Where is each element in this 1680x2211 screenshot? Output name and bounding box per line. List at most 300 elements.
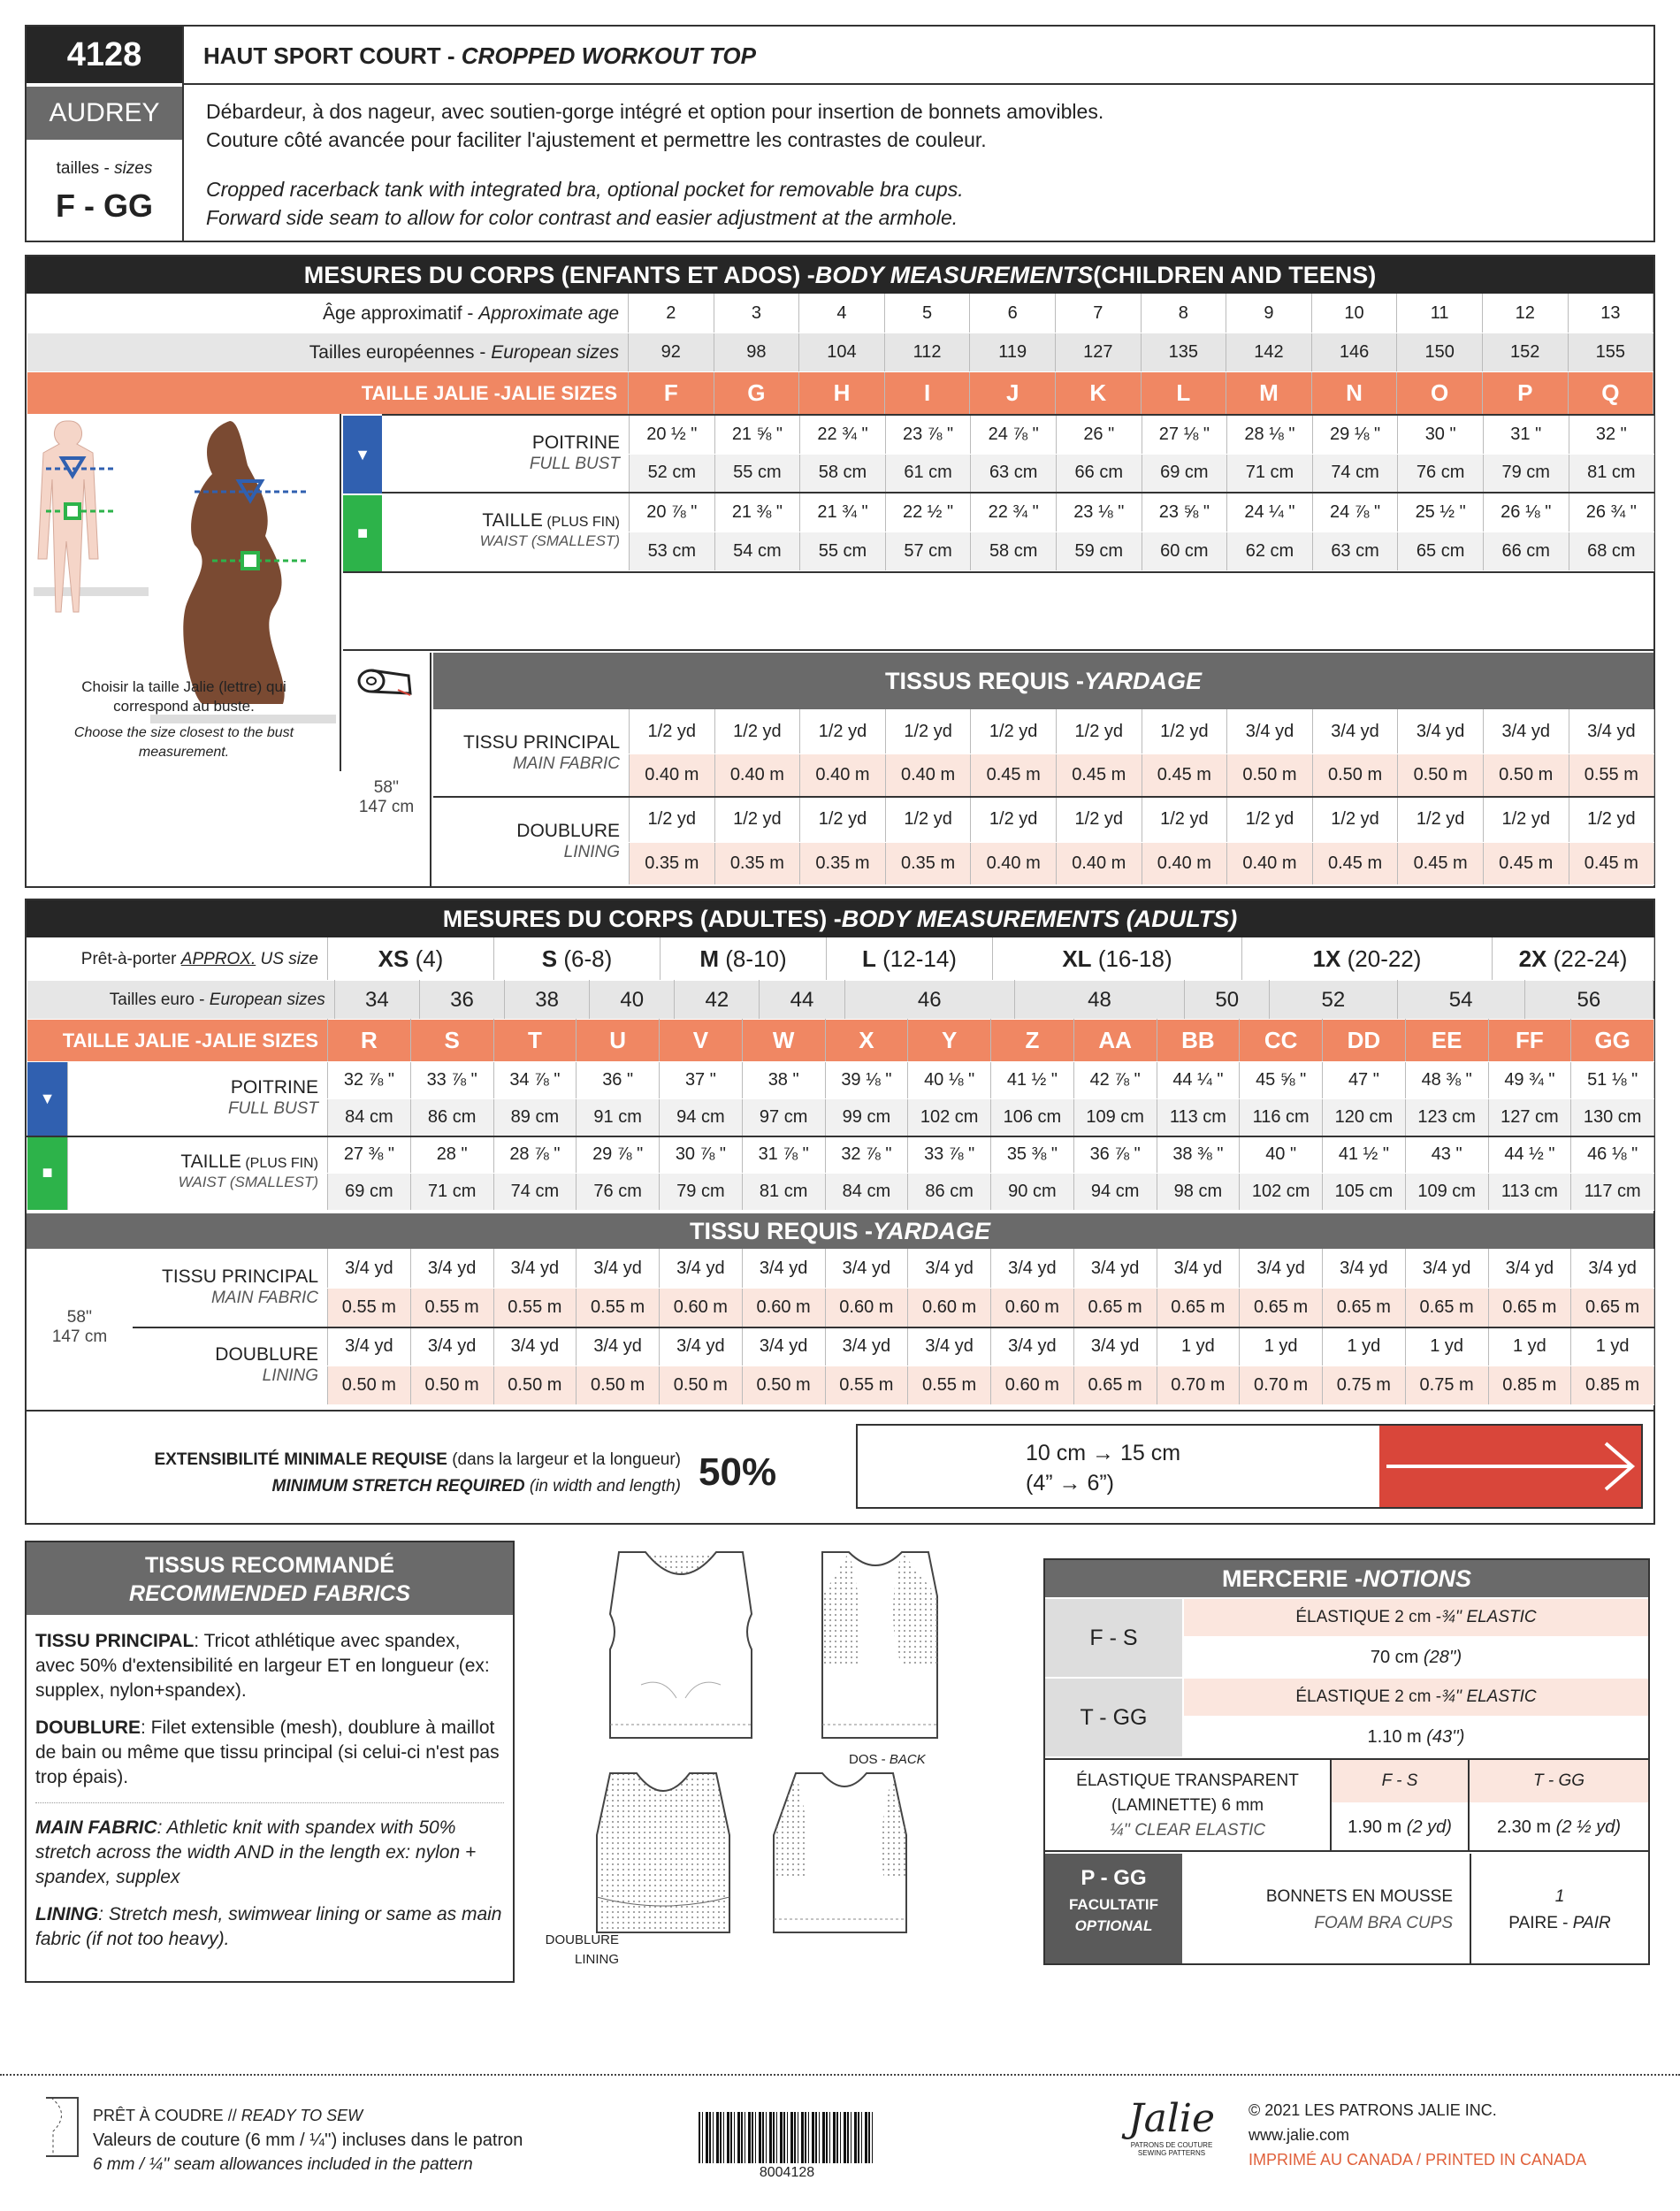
lining-m: 0.85 m [1571, 1366, 1654, 1405]
jalie-size: P [1482, 372, 1568, 415]
bust-in: 28 ⅛ " [1227, 415, 1313, 454]
jalie-logo: Jalie PATRONS DE COUTURE SEWING PATTERNS [1127, 2096, 1216, 2157]
stretch-text: 10 cm → 15 cm (4” → 6”) [1026, 1441, 1181, 1496]
jalie-size: G [714, 372, 799, 415]
waist-cm: 65 cm [1398, 532, 1484, 570]
bust-cm: 127 cm [1488, 1099, 1571, 1136]
waist-in: 44 ½ " [1488, 1136, 1571, 1174]
bust-cm: 63 cm [971, 454, 1057, 493]
lining-yd: 1/2 yd [1056, 797, 1142, 843]
bust-cm: 61 cm [885, 454, 971, 493]
bust-cm: 84 cm [328, 1099, 411, 1136]
bust-cm: 106 cm [991, 1099, 1074, 1136]
adults-rtw-table [27, 937, 1654, 981]
euro-size: 46 [844, 981, 1014, 1020]
bust-cm: 66 cm [1056, 454, 1142, 493]
lining-yd: 1/2 yd [1312, 797, 1398, 843]
main-m: 0.45 m [1142, 754, 1227, 797]
main-yd: 3/4 yd [1312, 710, 1398, 754]
children-yardage-title: TISSUS REQUIS - YARDAGE [433, 653, 1653, 709]
adults-bust-label: POITRINE [68, 1062, 328, 1099]
main-yd: 1/2 yd [800, 710, 886, 754]
jalie-size: I [884, 372, 970, 415]
bust-in: 21 ⅝ " [714, 415, 800, 454]
lining-yd: 3/4 yd [1073, 1327, 1157, 1366]
lining-yd: 3/4 yd [660, 1327, 743, 1366]
waist-label-en: WAIST (SMALLEST) [383, 532, 630, 570]
main-m: 0.55 m [328, 1289, 411, 1327]
jalie-size: W [742, 1020, 825, 1062]
main-m: 0.65 m [1488, 1289, 1571, 1327]
waist-in: 41 ½ " [1323, 1136, 1406, 1174]
bust-in: 48 ⅜ " [1405, 1062, 1488, 1099]
lining-m: 0.50 m [660, 1366, 743, 1405]
jalie-size: X [825, 1020, 908, 1062]
waist-cm: 86 cm [908, 1174, 991, 1211]
lining-drawing-label: DOUBLURE LINING [545, 1932, 619, 1967]
euro-size: 36 [419, 981, 504, 1020]
waist-in: 46 ⅛ " [1571, 1136, 1654, 1174]
lining-m: 0.70 m [1157, 1366, 1240, 1405]
waist-in: 26 ¾ " [1569, 493, 1654, 532]
bust-in: 38 " [742, 1062, 825, 1099]
bust-in: 24 ⅞ " [971, 415, 1057, 454]
bust-in: 23 ⅞ " [885, 415, 971, 454]
fabrics-title: TISSUS RECOMMANDÉ RECOMMENDED FABRICS [27, 1542, 513, 1615]
lining-yd: 3/4 yd [742, 1327, 825, 1366]
waist-cm: 59 cm [1056, 532, 1142, 570]
bust-in: 31 " [1483, 415, 1569, 454]
stretch-row [27, 1410, 1653, 1523]
pattern-name: AUDREY [49, 98, 160, 127]
bust-label: POITRINE [383, 415, 630, 454]
bust-in: 49 ¾ " [1488, 1062, 1571, 1099]
lining-yd: 1/2 yd [1483, 797, 1569, 843]
main-m: 0.65 m [1405, 1289, 1488, 1327]
main-m: 0.65 m [1240, 1289, 1323, 1327]
clear-elastic-v1: 1.90 m (2 yd) [1348, 1817, 1452, 1837]
jalie-size: AA [1073, 1020, 1157, 1062]
bust-cm: 86 cm [410, 1099, 493, 1136]
lining-yd: 1/2 yd [1398, 797, 1484, 843]
bust-cm: 116 cm [1240, 1099, 1323, 1136]
waist-cm: 98 cm [1157, 1174, 1240, 1211]
main-yd: 3/4 yd [742, 1250, 825, 1289]
main-yd: 3/4 yd [1240, 1250, 1323, 1289]
waist-in: 35 ⅜ " [991, 1136, 1074, 1174]
bust-in: 30 " [1398, 415, 1484, 454]
lining-m: 0.45 m [1312, 843, 1398, 885]
euro-size: 155 [1568, 333, 1653, 372]
waist-icon-box: ■ [343, 495, 382, 571]
main-m: 0.50 m [1312, 754, 1398, 797]
bust-in: 47 " [1323, 1062, 1406, 1099]
main-yd: 3/4 yd [908, 1250, 991, 1289]
lining-m: 0.40 m [971, 843, 1057, 885]
children-measurement-table [382, 414, 1654, 571]
main-m: 0.55 m [493, 1289, 577, 1327]
waist-in: 31 ⅞ " [742, 1136, 825, 1174]
fabric-main-en: MAIN FABRIC: Athletic knit with spandex with 50% stretch across the width AND in the length ex: nylon + spandex, supplex [35, 1817, 477, 1887]
waist-cm: 76 cm [577, 1174, 660, 1211]
adults-title: MESURES DU CORPS (ADULTES) - BODY MEASUREMENTS (ADULTS) [27, 900, 1653, 937]
lining-m: 0.45 m [1569, 843, 1654, 885]
waist-in: 23 ⅝ " [1142, 493, 1227, 532]
technical-drawings [531, 1543, 1008, 1977]
age-12: 12 [1482, 295, 1568, 333]
waist-cm: 53 cm [630, 532, 715, 570]
main-yd: 1/2 yd [714, 710, 800, 754]
lining-m: 0.40 m [1056, 843, 1142, 885]
lining-m: 0.70 m [1240, 1366, 1323, 1405]
header-box [25, 25, 1655, 242]
arrow-right-icon [1379, 1426, 1641, 1507]
size-range: F - GG [56, 187, 153, 224]
adults-euro-label: Tailles euro - European sizes [27, 981, 335, 1020]
lining-m: 0.45 m [1483, 843, 1569, 885]
notion-row-1-size: F - S [1045, 1599, 1182, 1677]
jalie-size-label: TAILLE JALIE -JALIE SIZES [27, 372, 629, 415]
jalie-size: J [970, 372, 1056, 415]
lining-yd: 3/4 yd [328, 1327, 411, 1366]
lining-yd: 1/2 yd [1569, 797, 1654, 843]
back-label: DOS - BACK [849, 1752, 926, 1767]
waist-in: 38 ⅜ " [1157, 1136, 1240, 1174]
fabric-roll-icon [355, 663, 417, 699]
waist-in: 29 ⅞ " [577, 1136, 660, 1174]
children-fabric-width: 58'' 147 cm [343, 709, 431, 886]
waist-icon: ■ [27, 1136, 68, 1211]
lining-yd: 3/4 yd [493, 1327, 577, 1366]
adults-main-label: TISSU PRINCIPAL [134, 1250, 328, 1289]
main-m: 0.40 m [800, 754, 886, 797]
bust-cm: 97 cm [742, 1099, 825, 1136]
notion-row-4-size: P - GG FACULTATIF OPTIONAL [1045, 1854, 1182, 1963]
main-yd: 3/4 yd [1405, 1250, 1488, 1289]
jalie-size: L [1141, 372, 1226, 415]
waist-cm: 113 cm [1488, 1174, 1571, 1211]
euro-size: 42 [675, 981, 760, 1020]
waist-cm: 60 cm [1142, 532, 1227, 570]
foam-cups-label: BONNETS EN MOUSSE FOAM BRA CUPS [1265, 1887, 1453, 1932]
waist-in: 21 ¾ " [800, 493, 886, 532]
euro-size: 146 [1311, 333, 1397, 372]
jalie-size: O [1397, 372, 1483, 415]
jalie-size: Y [908, 1020, 991, 1062]
main-yd: 3/4 yd [1157, 1250, 1240, 1289]
children-empty-row [343, 571, 1653, 651]
adults-waist-label-en: WAIST (SMALLEST) [68, 1174, 328, 1211]
lining-m: 0.40 m [1227, 843, 1313, 885]
jalie-size: S [410, 1020, 493, 1062]
waist-cm: 90 cm [991, 1174, 1074, 1211]
jalie-size: CC [1240, 1020, 1323, 1062]
main-yd: 3/4 yd [1073, 1250, 1157, 1289]
notion-row-1-qty: 70 cm (28'') [1370, 1647, 1462, 1667]
bust-in: 40 ⅛ " [908, 1062, 991, 1099]
age-6: 6 [970, 295, 1056, 333]
bust-icon: ▼ [27, 1062, 68, 1136]
bust-cm: 89 cm [493, 1099, 577, 1136]
jalie-size: F [629, 372, 714, 415]
bust-label-en: FULL BUST [383, 454, 630, 493]
barcode-number: 8004128 [759, 2165, 815, 2180]
lining-m: 0.35 m [714, 843, 800, 885]
description-en: Cropped racerback tank with integrated bra, optional pocket for removable bra cups. Forward side seam to allow for color contrast and easier adjustment at the armhole. [206, 178, 964, 229]
lining-yd: 3/4 yd [410, 1327, 493, 1366]
main-m: 0.60 m [660, 1289, 743, 1327]
bust-cm: 69 cm [1142, 454, 1227, 493]
lining-label: DOUBLURE [434, 797, 630, 843]
main-fabric-label: TISSU PRINCIPAL [434, 710, 630, 754]
waist-in: 22 ½ " [885, 493, 971, 532]
ready-to-sew: PRÊT À COUDRE // READY TO SEW Valeurs de couture (6 mm / ¼'') incluses dans le patron 6 mm / ¼'' seam allowances included in the pattern [93, 2107, 523, 2174]
main-m: 0.65 m [1157, 1289, 1240, 1327]
main-m: 0.65 m [1571, 1289, 1654, 1327]
waist-cm: 54 cm [714, 532, 800, 570]
notion-row-1-label: ÉLASTIQUE 2 cm - ¾'' ELASTIC [1184, 1599, 1648, 1636]
bust-in: 36 " [577, 1062, 660, 1099]
lining-yd: 1/2 yd [971, 797, 1057, 843]
bust-in: 27 ⅛ " [1142, 415, 1227, 454]
bust-in: 32 " [1569, 415, 1654, 454]
jalie-size: DD [1323, 1020, 1406, 1062]
bust-cm: 76 cm [1398, 454, 1484, 493]
main-yd: 3/4 yd [825, 1250, 908, 1289]
age-3: 3 [714, 295, 799, 333]
age-5: 5 [884, 295, 970, 333]
bust-cm: 91 cm [577, 1099, 660, 1136]
lining-m: 0.50 m [493, 1366, 577, 1405]
lining-yd: 3/4 yd [577, 1327, 660, 1366]
children-top-table [27, 294, 1653, 415]
waist-cm: 105 cm [1323, 1174, 1406, 1211]
lining-m: 0.35 m [885, 843, 971, 885]
jalie-size: BB [1157, 1020, 1240, 1062]
garment-drawing [531, 1543, 1008, 1977]
bust-cm: 94 cm [660, 1099, 743, 1136]
waist-in: 25 ½ " [1398, 493, 1484, 532]
size-note: Choisir la taille Jalie (lettre) qui correspond au buste. Choose the size closest to the bust measurement. [73, 678, 294, 760]
lining-m: 0.85 m [1488, 1366, 1571, 1405]
age-13: 13 [1568, 295, 1653, 333]
main-yd: 3/4 yd [1569, 710, 1654, 754]
age-8: 8 [1141, 295, 1226, 333]
main-yd: 3/4 yd [1488, 1250, 1571, 1289]
jalie-size: EE [1405, 1020, 1488, 1062]
bust-in: 44 ¼ " [1157, 1062, 1240, 1099]
lining-m: 0.65 m [1073, 1366, 1157, 1405]
rtw-size-xs: XS (4) [328, 938, 494, 981]
copyright-block: © 2021 LES PATRONS JALIE INC. www.jalie.com IMPRIMÉ AU CANADA / PRINTED IN CANADA [1249, 2101, 1587, 2169]
euro-size: 50 [1185, 981, 1270, 1020]
euro-size: 52 [1270, 981, 1397, 1020]
lining-yd: 1 yd [1157, 1327, 1240, 1366]
notions-box [1043, 1558, 1650, 1965]
bust-in: 22 ¾ " [800, 415, 886, 454]
waist-cm: 74 cm [493, 1174, 577, 1211]
age-7: 7 [1055, 295, 1141, 333]
waist-in: 21 ⅜ " [714, 493, 800, 532]
footer-divider [0, 2074, 1680, 2076]
main-yd: 1/2 yd [1056, 710, 1142, 754]
waist-in: 40 " [1240, 1136, 1323, 1174]
waist-in: 23 ⅛ " [1056, 493, 1142, 532]
waist-in: 22 ¾ " [971, 493, 1057, 532]
waist-cm: 79 cm [660, 1174, 743, 1211]
lining-yd: 1/2 yd [800, 797, 886, 843]
adults-yardage-title: TISSU REQUIS - YARDAGE [27, 1213, 1653, 1249]
clear-elastic-h1: F - S [1332, 1760, 1468, 1802]
waist-cm: 55 cm [800, 532, 886, 570]
main-m: 0.55 m [410, 1289, 493, 1327]
main-yd: 3/4 yd [1571, 1250, 1654, 1289]
bust-cm: 58 cm [800, 454, 886, 493]
rtw-size-1x: 1X (20-22) [1242, 938, 1493, 981]
bust-in: 34 ⅞ " [493, 1062, 577, 1099]
waist-cm: 94 cm [1073, 1174, 1157, 1211]
bust-in: 33 ⅞ " [410, 1062, 493, 1099]
euro-size: 34 [334, 981, 419, 1020]
waist-in: 28 " [410, 1136, 493, 1174]
waist-cm: 63 cm [1312, 532, 1398, 570]
jalie-size: K [1055, 372, 1141, 415]
bust-in: 39 ⅛ " [825, 1062, 908, 1099]
lining-m: 0.75 m [1405, 1366, 1488, 1405]
fabric-roll-icon-box [343, 653, 431, 709]
main-yd: 3/4 yd [991, 1250, 1074, 1289]
notion-row-2-qty: 1.10 m (43'') [1367, 1726, 1465, 1747]
jalie-size: T [493, 1020, 577, 1062]
clear-elastic-h2: T - GG [1470, 1760, 1648, 1802]
main-m: 0.65 m [1073, 1289, 1157, 1327]
euro-size: 40 [590, 981, 675, 1020]
clear-elastic-v2: 2.30 m (2 ½ yd) [1496, 1817, 1622, 1837]
lining-label-en: LINING [434, 843, 630, 885]
notion-row-2-label: ÉLASTIQUE 2 cm - ¾'' ELASTIC [1184, 1679, 1648, 1716]
lining-m: 0.45 m [1398, 843, 1484, 885]
lining-yd: 3/4 yd [991, 1327, 1074, 1366]
jalie-size: Q [1568, 372, 1653, 415]
lining-yd: 1 yd [1240, 1327, 1323, 1366]
bust-cm: 99 cm [825, 1099, 908, 1136]
euro-size: 92 [629, 333, 714, 372]
main-m: 0.50 m [1398, 754, 1484, 797]
lining-yd: 3/4 yd [825, 1327, 908, 1366]
waist-cm: 66 cm [1483, 532, 1569, 570]
rtw-size-xl: XL (16-18) [993, 938, 1242, 981]
bust-in: 29 ⅛ " [1312, 415, 1398, 454]
lining-m: 0.35 m [800, 843, 886, 885]
stretch-label: EXTENSIBILITÉ MINIMALE REQUISE (dans la largeur et la longueur) MINIMUM STRETCH REQUIRED (in width and length) [154, 1450, 681, 1496]
waist-cm: 71 cm [410, 1174, 493, 1211]
bust-cm: 79 cm [1483, 454, 1569, 493]
waist-cm: 69 cm [328, 1174, 411, 1211]
barcode [699, 2112, 875, 2163]
age-2: 2 [629, 295, 714, 333]
waist-in: 20 ⅞ " [630, 493, 715, 532]
clear-elastic-divider [1330, 1760, 1332, 1850]
adults-main-label-en: MAIN FABRIC [134, 1289, 328, 1327]
header-hline [184, 83, 1653, 85]
clear-elastic-label: ÉLASTIQUE TRANSPARENT (LAMINETTE) 6 mm ¼'' CLEAR ELASTIC [1076, 1771, 1299, 1840]
waist-cm: 81 cm [742, 1174, 825, 1211]
clear-elastic-divider [1468, 1760, 1470, 1850]
rtw-label: Prêt-à-porter APPROX. US size [27, 938, 328, 981]
lining-yd: 3/4 yd [908, 1327, 991, 1366]
notion-row-2-size: T - GG [1045, 1679, 1182, 1756]
bust-in: 26 " [1056, 415, 1142, 454]
jalie-size: N [1311, 372, 1397, 415]
jalie-size: V [660, 1020, 743, 1062]
waist-cm: 117 cm [1571, 1174, 1654, 1211]
bust-cm: 102 cm [908, 1099, 991, 1136]
fabric-main-fr: TISSU PRINCIPAL: Tricot athlétique avec spandex, avec 50% d'extensibilité en largeur ET en longueur (ex: supplex, nylon+spandex). [35, 1631, 490, 1701]
main-yd: 1/2 yd [630, 710, 715, 754]
age-11: 11 [1397, 295, 1483, 333]
lining-m: 0.50 m [742, 1366, 825, 1405]
euro-size: 142 [1226, 333, 1312, 372]
main-yd: 3/4 yd [1227, 710, 1313, 754]
jalie-size: M [1226, 372, 1312, 415]
age-9: 9 [1226, 295, 1312, 333]
age-4: 4 [799, 295, 885, 333]
waist-cm: 57 cm [885, 532, 971, 570]
waist-in: 24 ¼ " [1227, 493, 1313, 532]
lining-m: 0.75 m [1323, 1366, 1406, 1405]
lining-yd: 1 yd [1571, 1327, 1654, 1366]
main-m: 0.45 m [1056, 754, 1142, 797]
lining-m: 0.55 m [825, 1366, 908, 1405]
adults-lining-label-en: LINING [134, 1366, 328, 1405]
main-yd: 3/4 yd [660, 1250, 743, 1289]
body-figures-panel [27, 414, 341, 771]
header-divider [182, 27, 184, 241]
waist-in: 28 ⅞ " [493, 1136, 577, 1174]
waist-cm: 102 cm [1240, 1174, 1323, 1211]
bust-cm: 81 cm [1569, 454, 1654, 493]
euro-size: 54 [1397, 981, 1524, 1020]
main-yd: 3/4 yd [1398, 710, 1484, 754]
euro-size: 44 [760, 981, 844, 1020]
lining-yd: 1/2 yd [630, 797, 715, 843]
children-section [25, 255, 1655, 888]
adults-euro-table [27, 980, 1653, 1020]
pattern-number-box [27, 27, 182, 83]
main-m: 0.40 m [885, 754, 971, 797]
adults-measurement-table [27, 1019, 1654, 1211]
jalie-size: FF [1488, 1020, 1571, 1062]
lining-m: 0.40 m [1142, 843, 1227, 885]
main-yd: 3/4 yd [328, 1250, 411, 1289]
euro-size: 135 [1141, 333, 1226, 372]
bust-in: 42 ⅞ " [1073, 1062, 1157, 1099]
main-m: 0.60 m [991, 1289, 1074, 1327]
bust-cm: 120 cm [1323, 1099, 1406, 1136]
main-yd: 3/4 yd [410, 1250, 493, 1289]
waist-in: 24 ⅞ " [1312, 493, 1398, 532]
waist-in: 27 ⅜ " [328, 1136, 411, 1174]
main-m: 0.65 m [1323, 1289, 1406, 1327]
waist-in: 26 ⅛ " [1483, 493, 1569, 532]
fabrics-text [35, 1629, 504, 1952]
euro-size: 112 [884, 333, 970, 372]
bust-in: 37 " [660, 1062, 743, 1099]
euro-size: 127 [1055, 333, 1141, 372]
main-m: 0.60 m [825, 1289, 908, 1327]
jalie-size: H [799, 372, 885, 415]
main-m: 0.60 m [742, 1289, 825, 1327]
